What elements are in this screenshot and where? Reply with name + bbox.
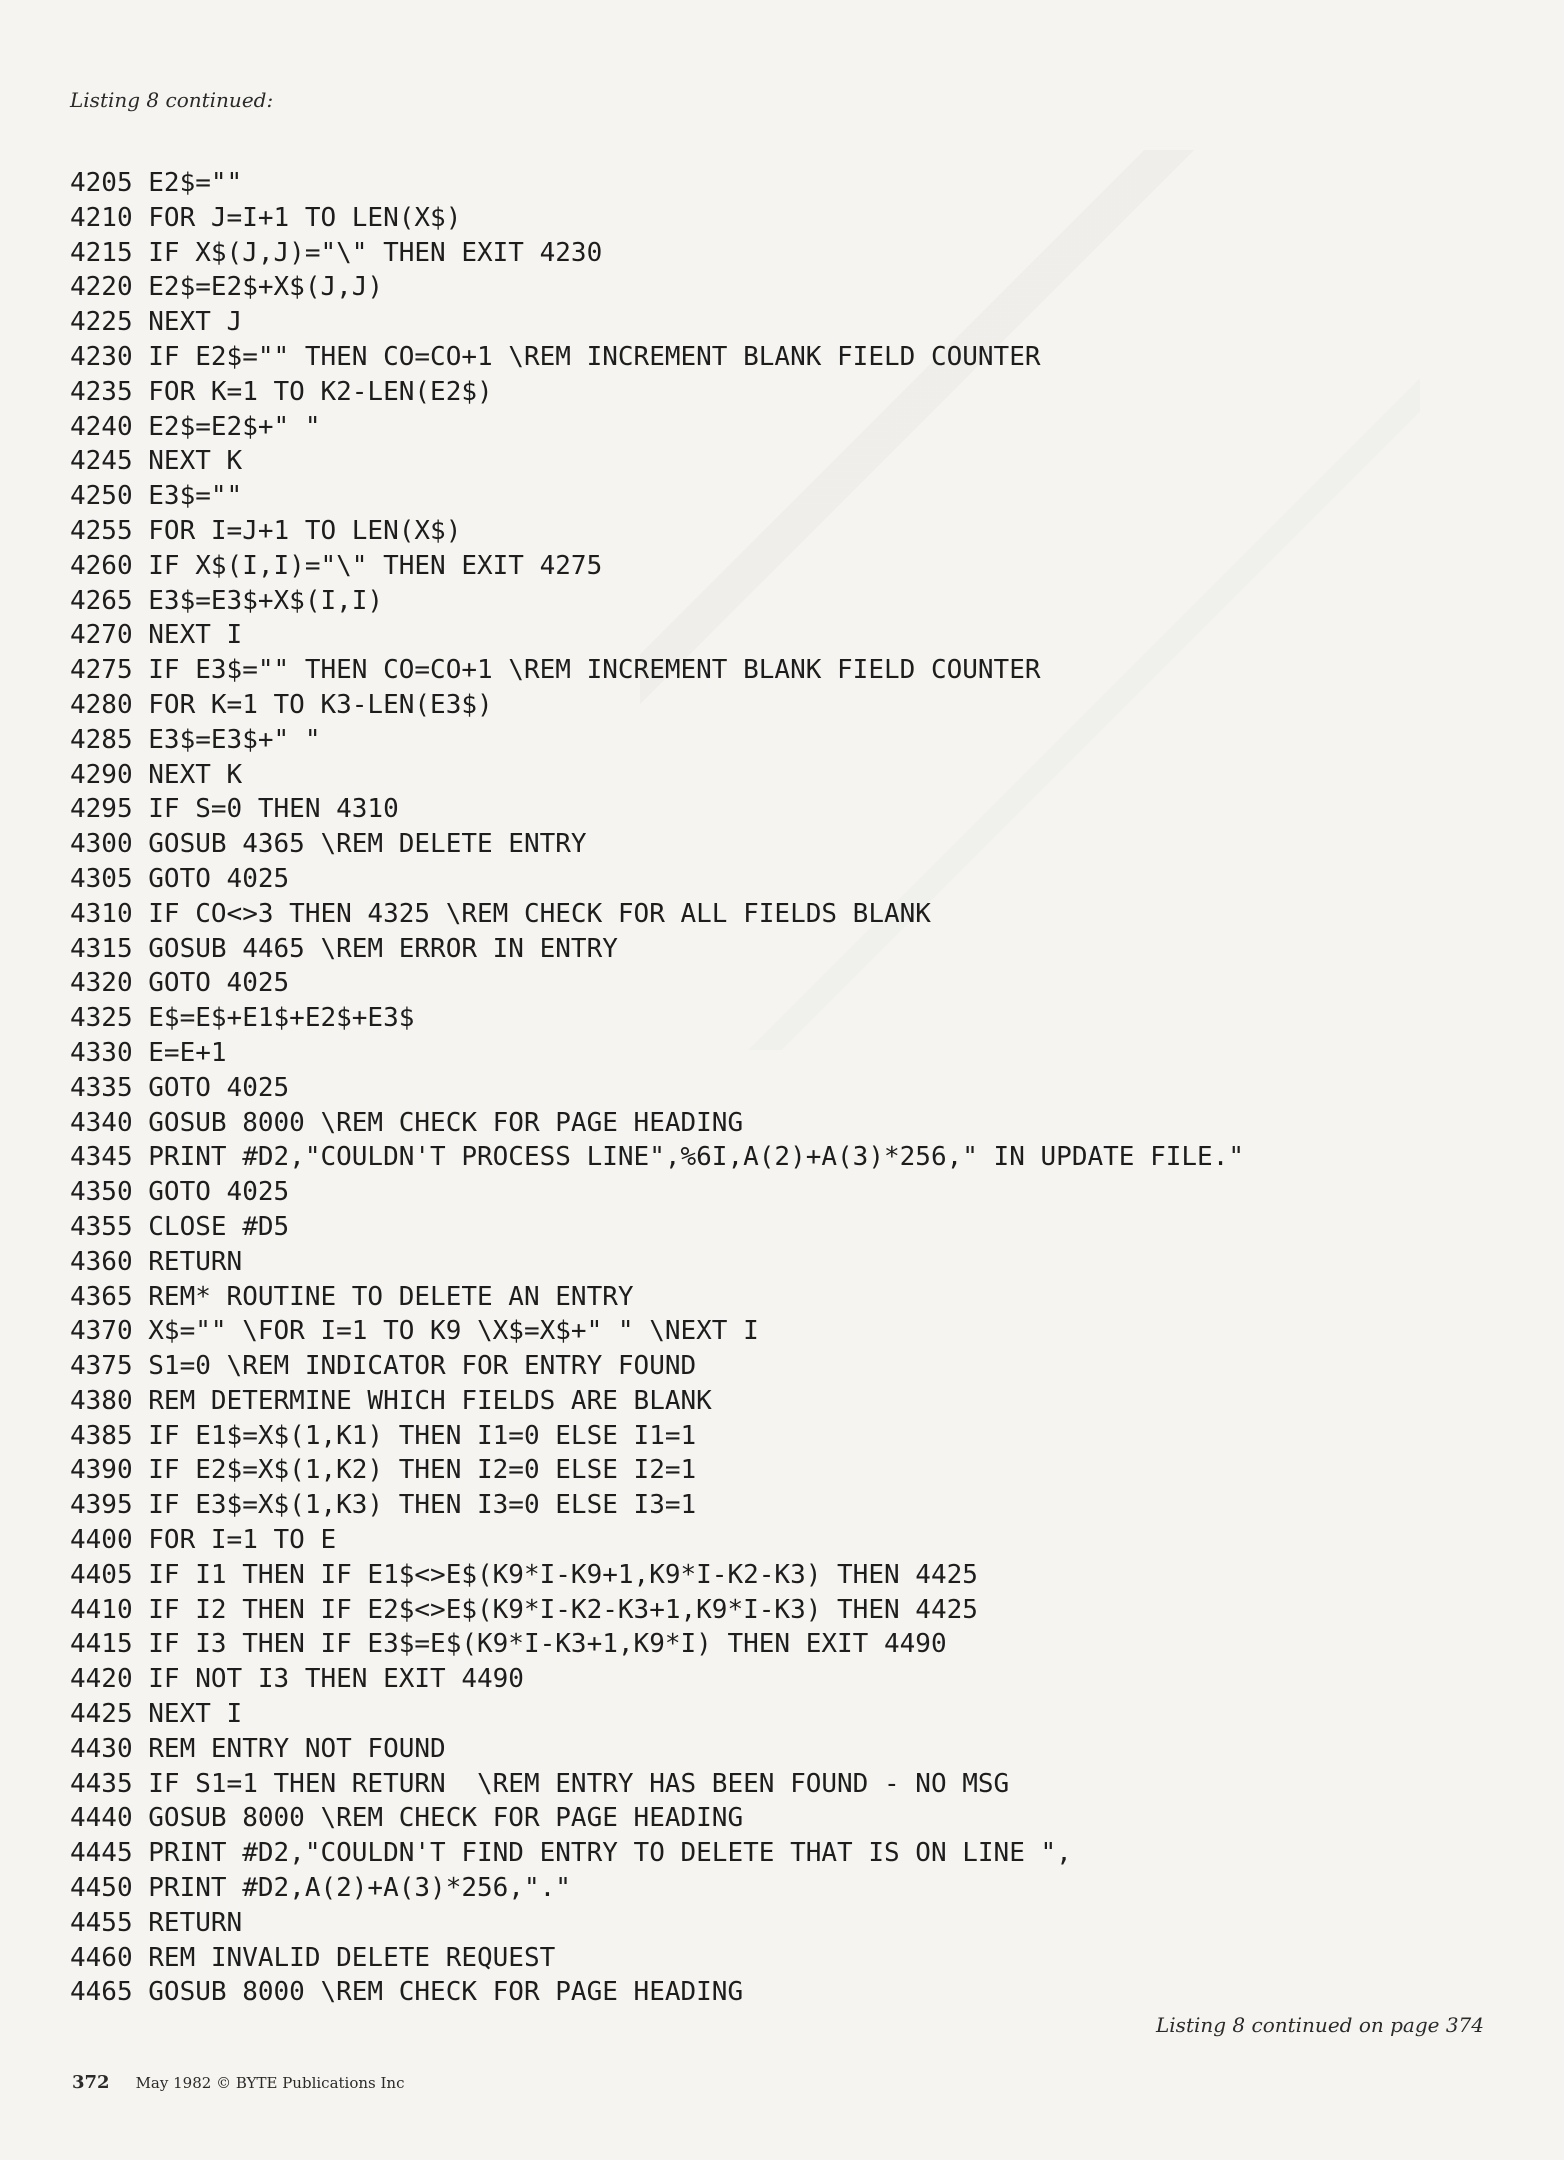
code-line [70,1036,1520,1071]
line-statement: IF S1=1 THEN RETURN \REM ENTRY HAS BEEN FOUND - NO MSG [148,1768,1010,1799]
code-line [70,758,1520,793]
line-number: 4385 [70,1420,133,1451]
line-statement: IF S=0 THEN 4310 [148,794,399,825]
code-line [70,688,1520,723]
code-line [70,1871,1520,1906]
line-statement: GOTO 4025 [148,1072,290,1103]
line-statement: GOSUB 8000 \REM CHECK FOR PAGE HEADING [148,1803,744,1834]
code-line [70,270,1520,305]
line-statement: IF NOT I3 THEN EXIT 4490 [148,1664,524,1695]
code-line [70,549,1520,584]
line-number: 4450 [70,1873,133,1904]
code-line [70,166,1520,201]
line-statement: IF I1 THEN IF E1$<>E$(K9*I-K9+1,K9*I-K2-K3) THEN 4425 [148,1559,978,1590]
line-number: 4225 [70,307,133,338]
code-line [70,1801,1520,1836]
line-statement: S1=0 \REM INDICATOR FOR ENTRY FOUND [148,1351,697,1382]
code-line [70,479,1520,514]
line-statement: PRINT #D2,"COULDN'T PROCESS LINE",%6I,A(2)+A(3)*256," IN UPDATE FILE." [148,1142,1245,1173]
line-statement: NEXT J [148,307,243,338]
code-line [70,1245,1520,1280]
line-number: 4410 [70,1594,133,1625]
line-number: 4380 [70,1385,133,1416]
line-statement: IF E3$="" THEN CO=CO+1 \REM INCREMENT BLANK FIELD COUNTER [148,655,1041,686]
line-statement: IF E3$=X$(1,K3) THEN I3=0 ELSE I3=1 [148,1490,697,1521]
line-number: 4460 [70,1942,133,1973]
code-line [70,862,1520,897]
code-line [70,1732,1520,1767]
code-line [70,1419,1520,1454]
line-statement: GOSUB 4465 \REM ERROR IN ENTRY [148,933,618,964]
line-statement: E=E+1 [148,1037,227,1068]
line-number: 4390 [70,1455,133,1486]
listing-continued-on-note: Listing 8 continued on page 374 [1156,2013,1484,2037]
code-line [70,1697,1520,1732]
line-statement: E2$="" [148,168,243,198]
line-number: 4265 [70,585,133,616]
line-number: 4440 [70,1803,133,1834]
line-number: 4430 [70,1733,133,1764]
code-line [70,827,1520,862]
line-statement: NEXT K [148,759,243,790]
line-statement: E3$=E3$+" " [148,724,321,755]
line-statement: IF I3 THEN IF E3$=E$(K9*I-K3+1,K9*I) THEN EXIT 4490 [148,1629,947,1660]
line-number: 4290 [70,759,133,790]
line-number: 4305 [70,863,133,894]
code-line [70,897,1520,932]
publication-credit: May 1982 © BYTE Publications Inc [135,2074,405,2092]
line-statement: IF E2$=X$(1,K2) THEN I2=0 ELSE I2=1 [148,1455,697,1486]
line-number: 4275 [70,655,133,686]
code-line [70,584,1520,619]
line-number: 4445 [70,1838,133,1869]
line-statement: NEXT I [148,620,243,651]
code-line [70,1662,1520,1697]
code-listing [70,166,1520,2010]
code-line [70,201,1520,236]
line-number: 4420 [70,1664,133,1695]
line-statement: RETURN [148,1907,243,1938]
code-line [70,966,1520,1001]
line-number: 4365 [70,1281,133,1312]
line-statement: GOSUB 8000 \REM CHECK FOR PAGE HEADING [148,1977,744,2008]
code-line [70,444,1520,479]
line-number: 4325 [70,1003,133,1034]
line-number: 4240 [70,411,133,442]
code-line [70,1593,1520,1628]
line-statement: GOTO 4025 [148,968,290,999]
code-line [70,305,1520,340]
code-line [70,375,1520,410]
line-number: 4230 [70,341,133,372]
line-number: 4215 [70,237,133,268]
line-number: 4360 [70,1246,133,1277]
line-number: 4315 [70,933,133,964]
line-number: 4340 [70,1107,133,1138]
line-statement: GOSUB 8000 \REM CHECK FOR PAGE HEADING [148,1107,744,1138]
page-number: 372 [72,2072,110,2093]
line-statement: IF E1$=X$(1,K1) THEN I1=0 ELSE I1=1 [148,1420,697,1451]
code-line [70,1071,1520,1106]
line-number: 4295 [70,794,133,825]
line-number: 4425 [70,1699,133,1730]
line-statement: IF E2$="" THEN CO=CO+1 \REM INCREMENT BLANK FIELD COUNTER [148,341,1041,372]
line-number: 4435 [70,1768,133,1799]
code-line [70,618,1520,653]
line-number: 4205 [70,168,133,198]
code-line [70,1906,1520,1941]
code-line [70,514,1520,549]
code-line [70,1280,1520,1315]
line-number: 4375 [70,1351,133,1382]
line-number: 4235 [70,376,133,407]
line-number: 4220 [70,272,133,303]
line-statement: IF I2 THEN IF E2$<>E$(K9*I-K2-K3+1,K9*I-K3) THEN 4425 [148,1594,978,1625]
line-statement: E3$="" [148,481,243,512]
code-line [70,1836,1520,1871]
line-number: 4280 [70,689,133,720]
line-number: 4245 [70,446,133,477]
line-statement: PRINT #D2,"COULDN'T FIND ENTRY TO DELETE THAT IS ON LINE ", [148,1838,1072,1869]
line-number: 4255 [70,515,133,546]
line-number: 4300 [70,829,133,860]
code-line [70,236,1520,271]
code-line [70,1627,1520,1662]
code-line [70,723,1520,758]
line-number: 4270 [70,620,133,651]
line-statement: PRINT #D2,A(2)+A(3)*256,"." [148,1873,571,1904]
code-line [70,1941,1520,1976]
line-number: 4320 [70,968,133,999]
code-line [70,1001,1520,1036]
code-line [70,1349,1520,1384]
line-statement: NEXT K [148,446,243,477]
line-statement: E$=E$+E1$+E2$+E3$ [148,1003,415,1034]
line-number: 4210 [70,202,133,233]
line-number: 4465 [70,1977,133,2008]
line-number: 4285 [70,724,133,755]
line-statement: E3$=E3$+X$(I,I) [148,585,384,616]
line-statement: FOR K=1 TO K3-LEN(E3$) [148,689,493,720]
line-statement: GOTO 4025 [148,863,290,894]
line-statement: FOR I=1 TO E [148,1525,337,1556]
line-number: 4405 [70,1559,133,1590]
line-statement: FOR K=1 TO K2-LEN(E2$) [148,376,493,407]
line-number: 4355 [70,1211,133,1242]
line-statement: RETURN [148,1246,243,1277]
line-statement: FOR I=J+1 TO LEN(X$) [148,515,462,546]
line-statement: FOR J=I+1 TO LEN(X$) [148,202,462,233]
code-line [70,1558,1520,1593]
line-number: 4345 [70,1142,133,1173]
code-line [70,653,1520,688]
code-line [70,1175,1520,1210]
listing-continued-label: Listing 8 continued: [70,88,274,112]
code-line [70,1488,1520,1523]
line-statement: GOSUB 4365 \REM DELETE ENTRY [148,829,587,860]
line-statement: IF CO<>3 THEN 4325 \REM CHECK FOR ALL FIELDS BLANK [148,898,931,929]
code-line [70,1384,1520,1419]
code-line [70,1975,1520,2010]
page-footer [72,2072,404,2093]
line-number: 4415 [70,1629,133,1660]
line-number: 4260 [70,550,133,581]
code-line [70,1314,1520,1349]
line-number: 4400 [70,1525,133,1556]
line-statement: E2$=E2$+" " [148,411,321,442]
line-statement: GOTO 4025 [148,1177,290,1208]
line-number: 4455 [70,1907,133,1938]
line-number: 4395 [70,1490,133,1521]
code-line [70,340,1520,375]
line-statement: IF X$(J,J)="\" THEN EXIT 4230 [148,237,603,268]
line-statement: NEXT I [148,1699,243,1730]
line-statement: CLOSE #D5 [148,1211,290,1242]
line-statement: X$="" \FOR I=1 TO K9 \X$=X$+" " \NEXT I [148,1316,759,1347]
line-statement: REM* ROUTINE TO DELETE AN ENTRY [148,1281,634,1312]
line-statement: E2$=E2$+X$(J,J) [148,272,384,303]
code-line [70,1767,1520,1802]
code-line [70,932,1520,967]
code-line [70,1210,1520,1245]
code-line [70,410,1520,445]
line-number: 4330 [70,1037,133,1068]
line-statement: REM INVALID DELETE REQUEST [148,1942,556,1973]
line-number: 4370 [70,1316,133,1347]
code-line [70,1453,1520,1488]
code-line [70,1106,1520,1141]
line-statement: IF X$(I,I)="\" THEN EXIT 4275 [148,550,603,581]
code-line [70,1140,1520,1175]
code-line [70,1523,1520,1558]
line-number: 4250 [70,481,133,512]
line-number: 4335 [70,1072,133,1103]
line-statement: REM DETERMINE WHICH FIELDS ARE BLANK [148,1385,712,1416]
line-number: 4350 [70,1177,133,1208]
line-statement: REM ENTRY NOT FOUND [148,1733,446,1764]
line-number: 4310 [70,898,133,929]
code-line [70,792,1520,827]
